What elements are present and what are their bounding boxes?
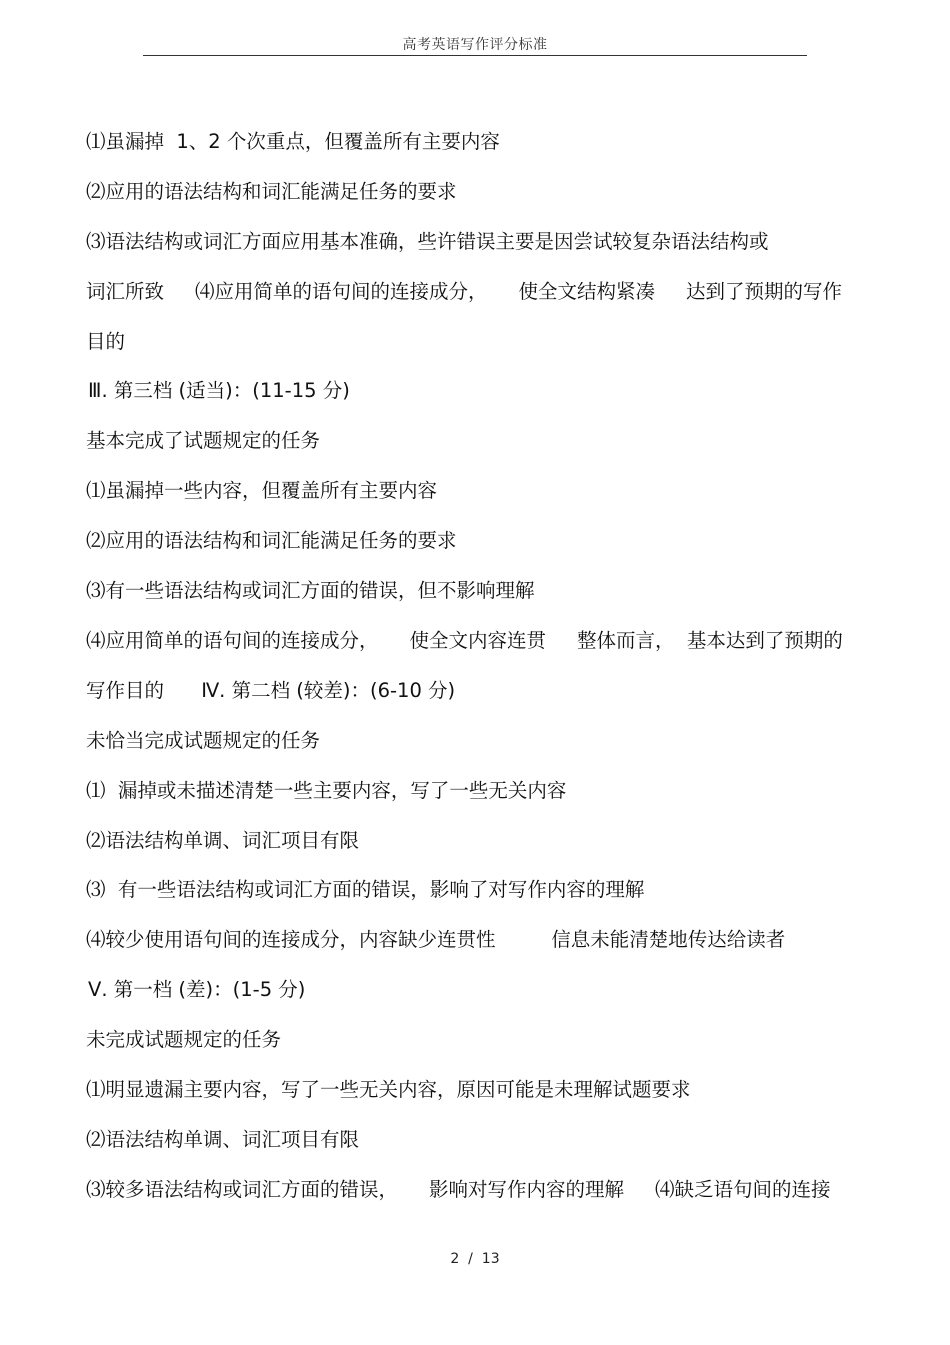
text-line: ⑵应用的语法结构和词汇能满足任务的要求 xyxy=(86,180,457,203)
section-heading: Ⅲ. 第三档 (适当)：(11-15 分) xyxy=(88,379,350,402)
text-line: ⑷应用简单的语句间的连接成分， 使全文内容连贯 整体而言， 基本达到了预期的 xyxy=(86,629,843,652)
text-line: 未完成试题规定的任务 xyxy=(86,1028,282,1051)
text-line: ⑵语法结构单调、词汇项目有限 xyxy=(86,1128,360,1151)
text-line: 目的 xyxy=(86,330,126,353)
text-line: ⑴ 漏掉或未描述清楚一些主要内容，写了一些无关内容 xyxy=(86,779,567,802)
text-line: ⑵应用的语法结构和词汇能满足任务的要求 xyxy=(86,529,457,552)
text-line: 词汇所致 ⑷应用简单的语句间的连接成分， 使全文结构紧凑 达到了预期的写作 xyxy=(86,280,842,303)
text-line: ⑵语法结构单调、词汇项目有限 xyxy=(86,829,360,852)
text-line: 基本完成了试题规定的任务 xyxy=(86,429,321,452)
text-line: ⑴明显遗漏主要内容，写了一些无关内容，原因可能是未理解试题要求 xyxy=(86,1078,691,1101)
text-line: ⑶语法结构或词汇方面应用基本准确，些许错误主要是因尝试较复杂语法结构或 xyxy=(86,230,769,253)
section-heading: Ⅴ. 第一档 (差)：(1-5 分) xyxy=(88,978,306,1001)
text-line: ⑶ 有一些语法结构或词汇方面的错误，影响了对写作内容的理解 xyxy=(86,878,645,901)
page-header-title: 高考英语写作评分标准 xyxy=(402,37,548,53)
text-line: 未恰当完成试题规定的任务 xyxy=(86,729,321,752)
page-number: 2 / 13 xyxy=(450,1251,500,1267)
text-line: ⑶有一些语法结构或词汇方面的错误，但不影响理解 xyxy=(86,579,535,602)
header-divider xyxy=(143,55,807,56)
text-line: 写作目的 Ⅳ. 第二档 (较差)：(6-10 分) xyxy=(86,679,456,702)
text-line: ⑴虽漏掉 1、2 个次重点，但覆盖所有主要内容 xyxy=(86,130,500,153)
text-line: ⑶较多语法结构或词汇方面的错误， 影响对写作内容的理解 ⑷缺乏语句间的连接 xyxy=(86,1178,831,1201)
text-line: ⑷较少使用语句间的连接成分，内容缺少连贯性 信息未能清楚地传达给读者 xyxy=(86,928,786,951)
text-line: ⑴虽漏掉一些内容，但覆盖所有主要内容 xyxy=(86,479,438,502)
